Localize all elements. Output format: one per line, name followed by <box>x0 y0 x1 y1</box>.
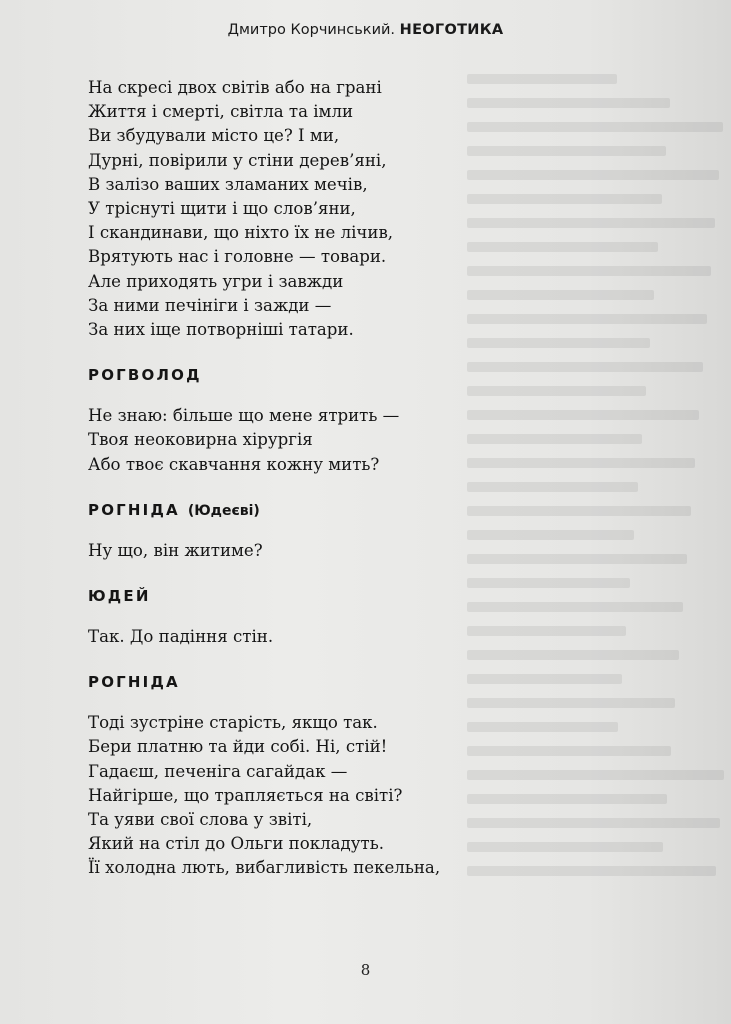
speaker-label: ЮДЕЙ <box>88 587 151 606</box>
verse-block <box>88 76 648 342</box>
running-header <box>0 22 731 38</box>
verse-line: Але приходять угри і завжди <box>88 271 344 291</box>
verse-block <box>88 404 648 477</box>
verse-line: За них іще потворніші татари. <box>88 320 354 340</box>
verse-line: За ними печініги і зажди — <box>88 295 332 315</box>
verse-line: Ну що, він житиме? <box>88 540 263 560</box>
verse-line: У тріснуті щити і що слов’яни, <box>88 199 356 219</box>
verse-line: Гадаєш, печеніга сагайдак — <box>88 761 348 781</box>
verse-line: Та уяви свої слова у звіті, <box>88 810 313 830</box>
verse-block <box>88 625 648 649</box>
verse-line: Не знаю: більше що мене ятрить — <box>88 406 400 426</box>
verse-line: Дурні, повірили у стіни дерев’яні, <box>88 150 387 170</box>
play-text <box>88 76 648 881</box>
verse-line: Або твоє скавчання кожну мить? <box>88 454 380 474</box>
speaker-name <box>88 587 648 605</box>
verse-line: І скандинави, що ніхто їх не лічив, <box>88 223 394 243</box>
speaker-name <box>88 366 648 384</box>
verse-block <box>88 539 648 563</box>
verse-line: На скресі двох світів або на грані <box>88 78 382 97</box>
verse-line: Так. До падіння стін. <box>88 627 274 647</box>
speaker-label: РОГНІДА <box>88 673 180 692</box>
verse-line: Тоді зустріне старість, якщо так. <box>88 713 378 733</box>
speaker-label: РОГНІДА <box>88 500 180 519</box>
page-number: 8 <box>360 961 371 979</box>
header-author: Дмитро Корчинський. <box>227 22 396 38</box>
verse-line: Який на стіл до Ольги покладуть. <box>88 834 385 854</box>
verse-line: Її холодна лють, вибагливість пекельна, <box>88 858 441 878</box>
verse-block <box>88 711 648 880</box>
stage-direction: (Юдеєві) <box>187 502 260 519</box>
verse-line: Бери платню та йди собі. Ні, стій! <box>88 737 388 757</box>
verse-line: В залізо ваших зламаних мечів, <box>88 174 368 194</box>
speaker-label: РОГВОЛОД <box>88 366 202 385</box>
speaker-name <box>88 501 648 519</box>
header-title: НЕОГОТИКА <box>399 22 504 38</box>
verse-line: Ви збудували місто це? І ми, <box>88 126 340 146</box>
speaker-name <box>88 673 648 691</box>
verse-line: Твоя неоковирна хірургія <box>88 430 313 450</box>
verse-line: Життя і смерті, світла та імли <box>88 102 354 122</box>
verse-line: Врятують нас і головне — товари. <box>88 247 387 267</box>
verse-line: Найгірше, що трапляється на світі? <box>88 785 403 805</box>
